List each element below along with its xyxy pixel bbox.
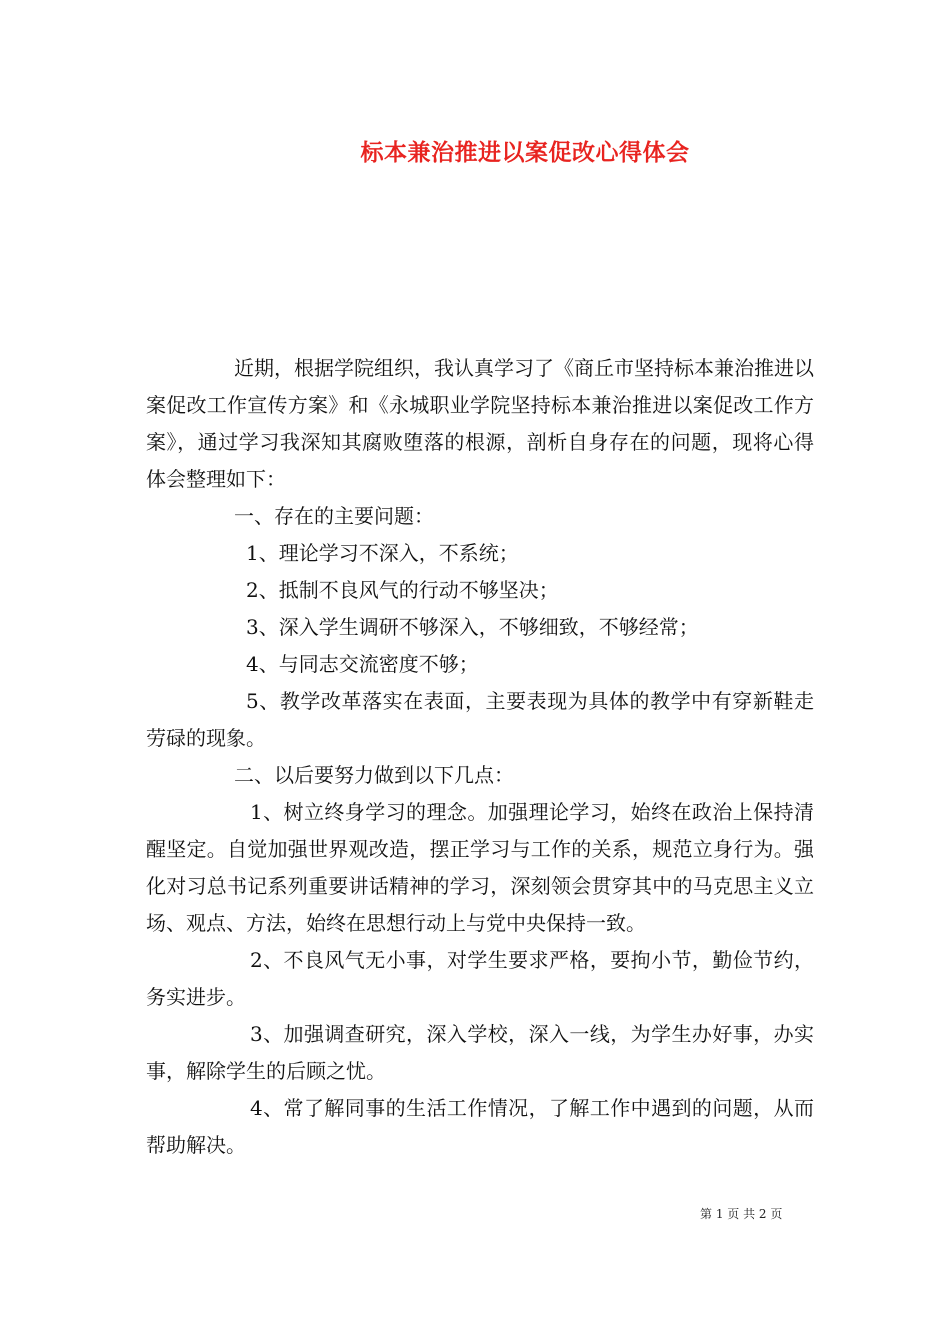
problem-item-1: 1、理论学习不深入，不系统； bbox=[246, 541, 519, 565]
document-body bbox=[146, 350, 814, 1164]
action-item-2: 2、不良风气无小事，对学生要求严格，要拘小节，勤俭节约，务实进步。 bbox=[146, 948, 814, 1009]
action-item-4: 4、常了解同事的生活工作情况，了解工作中遇到的问题，从而帮助解决。 bbox=[146, 1096, 814, 1157]
problem-item-4: 4、与同志交流密度不够； bbox=[246, 652, 479, 676]
page-number-footer: 第 1 页 共 2 页 bbox=[700, 1207, 783, 1221]
problem-item-3: 3、深入学生调研不够深入，不够细致，不够经常； bbox=[246, 615, 699, 639]
document-title: 标本兼治推进以案促改心得体会 bbox=[360, 139, 690, 166]
problem-item-2: 2、抵制不良风气的行动不够坚决； bbox=[246, 578, 559, 602]
section-heading-actions: 二、以后要努力做到以下几点： bbox=[234, 763, 514, 787]
section-heading-problems: 一、存在的主要问题： bbox=[234, 504, 434, 528]
action-item-3: 3、加强调查研究，深入学校，深入一线，为学生办好事，办实事，解除学生的后顾之忧。 bbox=[146, 1022, 814, 1083]
intro-paragraph: 近期，根据学院组织，我认真学习了《商丘市坚持标本兼治推进以案促改工作宣传方案》和《永城职业学院坚持标本兼治推进以案促改工作方案》，通过学习我深知其腐败堕落的根源，剖析自身存在的问题，现将心得体会整理如下： bbox=[146, 356, 814, 491]
problem-item-5: 5、教学改革落实在表面，主要表现为具体的教学中有穿新鞋走劳碌的现象。 bbox=[146, 689, 814, 750]
action-item-1: 1、树立终身学习的理念。加强理论学习，始终在政治上保持清醒坚定。自觉加强世界观改造，摆正学习与工作的关系，规范立身行为。强化对习总书记系列重要讲话精神的学习，深刻领会贯穿其中的马克思主义立场、观点、方法，始终在思想行动上与党中央保持一致。 bbox=[146, 800, 814, 935]
